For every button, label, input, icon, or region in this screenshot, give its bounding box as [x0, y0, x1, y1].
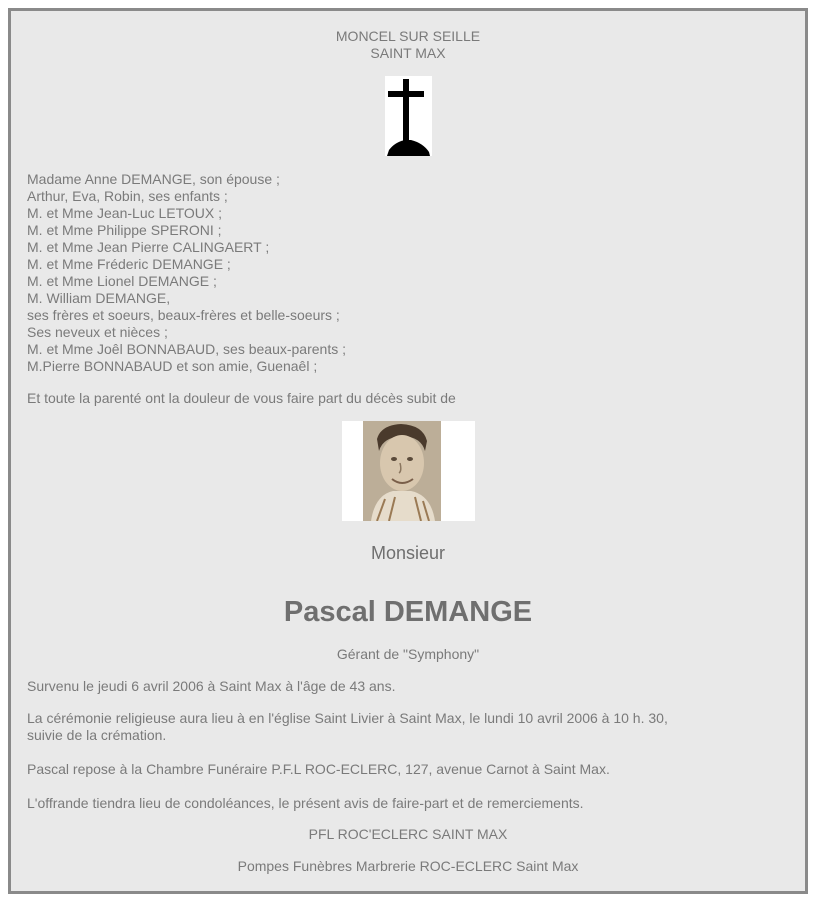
rest-location: Pascal repose à la Chambre Funéraire P.F.L ROC-ECLERC, 127, avenue Carnot à Saint Max. [27, 761, 610, 777]
announcement-text: Et toute la parenté ont la douleur de vous faire part du décès subit de [27, 390, 456, 406]
portrait-photo [342, 421, 475, 521]
family-member: M. et Mme Fréderic DEMANGE ; [27, 256, 231, 272]
funeral-home-full: Pompes Funèbres Marbrerie ROC-ECLERC Saint Max [237, 858, 579, 874]
ceremony-details: La cérémonie religieuse aura lieu à en l'église Saint Livier à Saint Max, le lundi 10 avril 2006 à 10 h. 30, [27, 710, 668, 726]
family-member: Madame Anne DEMANGE, son épouse ; [27, 171, 280, 187]
family-member: M. et Mme Philippe SPERONI ; [27, 222, 222, 238]
family-member: Arthur, Eva, Robin, ses enfants ; [27, 188, 228, 204]
cross-icon [385, 76, 432, 156]
family-list [27, 171, 346, 375]
family-member: M. et Mme Joêl BONNABAUD, ses beaux-parents ; [27, 341, 346, 357]
deceased-name: Pascal DEMANGE [283, 596, 533, 628]
deceased-title: Monsieur [370, 543, 446, 563]
funeral-home: PFL ROC'ECLERC SAINT MAX [308, 826, 508, 842]
obituary-panel [8, 8, 808, 894]
family-member: M. William DEMANGE, [27, 290, 171, 306]
family-member: Ses neveux et nièces ; [27, 324, 168, 340]
deceased-role: Gérant de "Symphony" [336, 646, 480, 662]
city-name-secondary: SAINT MAX [370, 45, 446, 61]
family-member: M. et Mme Jean Pierre CALINGAERT ; [27, 239, 270, 255]
family-member: M.Pierre BONNABAUD et son amie, Guenaêl ; [27, 358, 318, 374]
offering-note: L'offrande tiendra lieu de condoléances, le présent avis de faire-part et de remerciements. [27, 795, 584, 811]
family-member: M. et Mme Jean-Luc LETOUX ; [27, 205, 223, 221]
ceremony-details-cont: suivie de la crémation. [27, 727, 167, 743]
family-member: M. et Mme Lionel DEMANGE ; [27, 273, 217, 289]
death-details: Survenu le jeudi 6 avril 2006 à Saint Max à l'âge de 43 ans. [27, 678, 396, 694]
family-member: ses frères et soeurs, beaux-frères et belle-soeurs ; [27, 307, 340, 323]
city-name: MONCEL SUR SEILLE [335, 28, 481, 44]
